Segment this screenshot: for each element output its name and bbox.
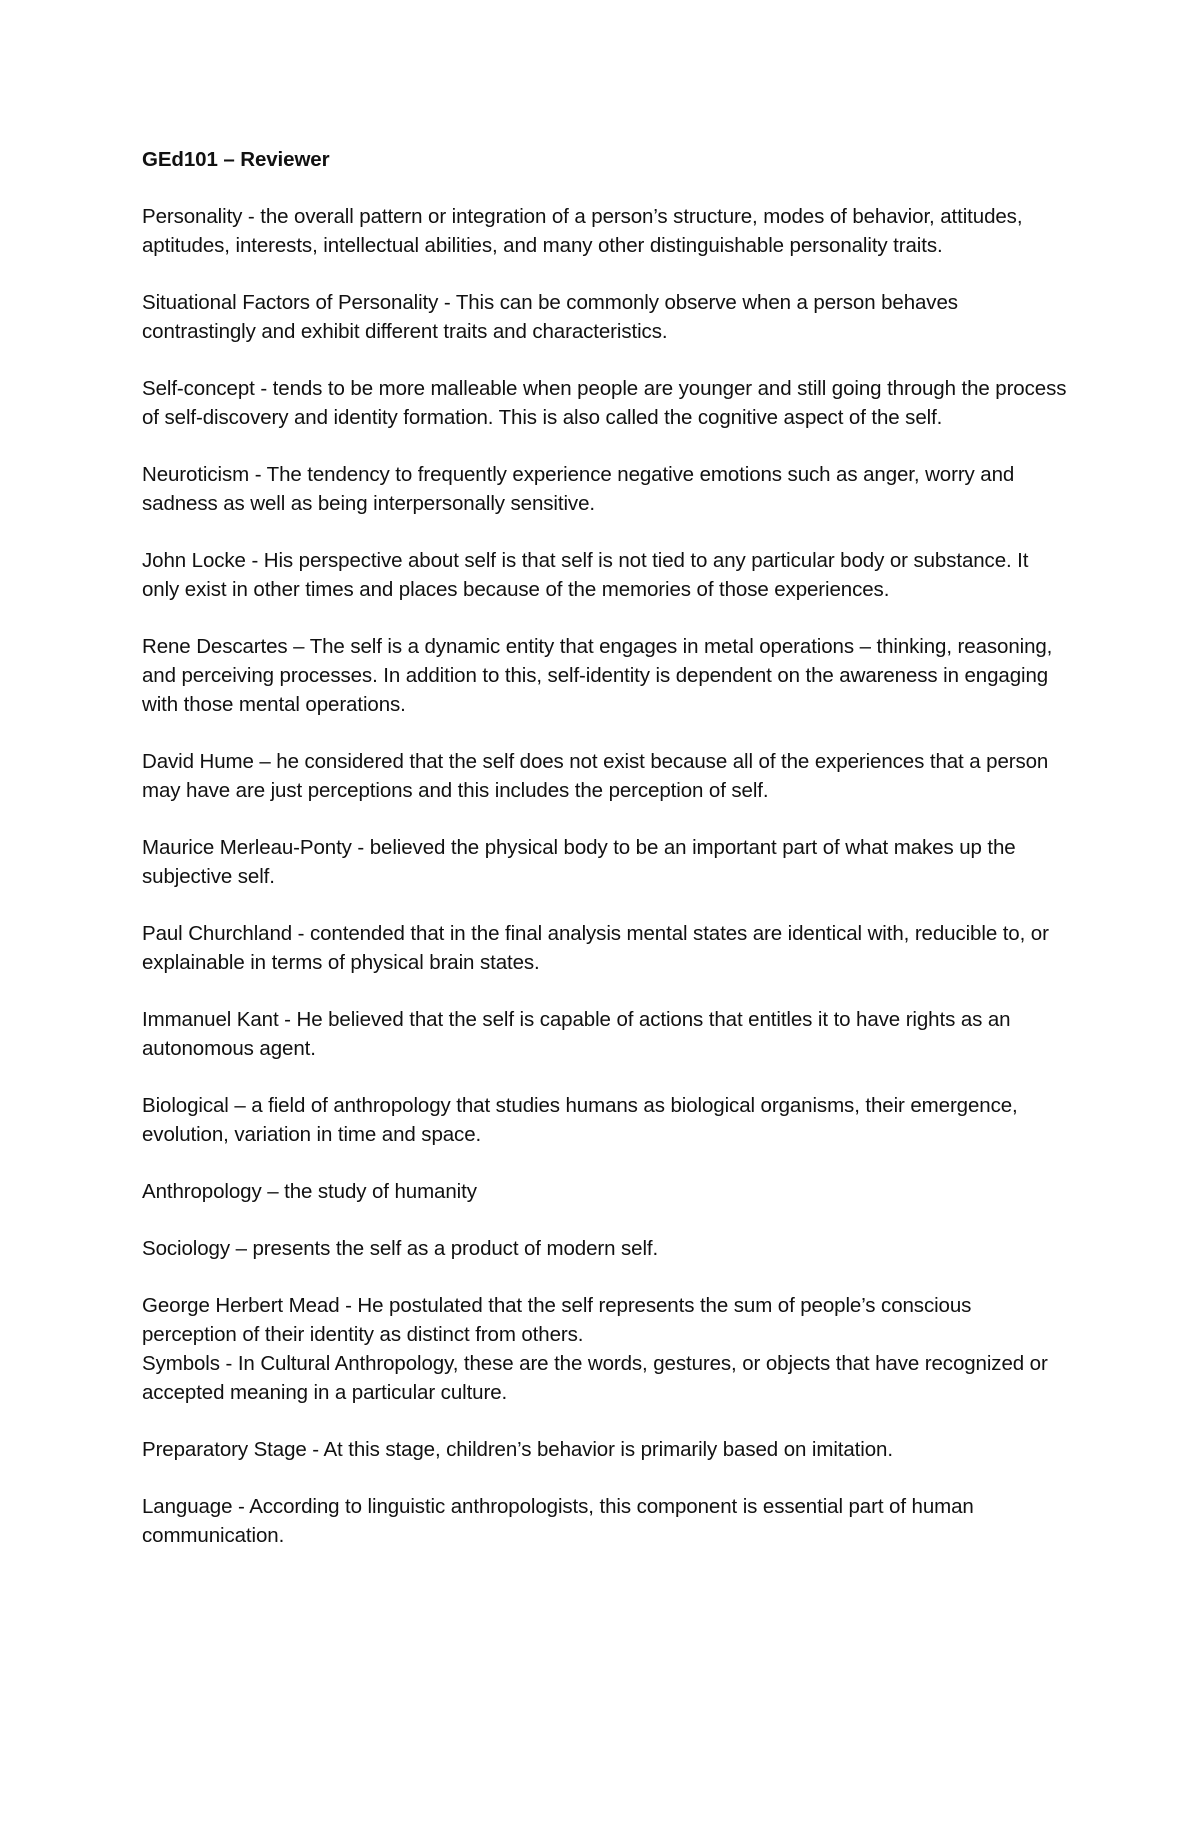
- paragraph-merleau-ponty: Maurice Merleau-Ponty - believed the physical body to be an important part of what makes up the subjective self.: [142, 836, 1016, 888]
- paragraph-situational-factors: Situational Factors of Personality - This can be commonly observe when a person behaves contrastingly and exhibit different traits and characteristics.: [142, 291, 958, 343]
- paragraph-john-locke: John Locke - His perspective about self is that self is not tied to any particular body or substance. It only exist in other times and places because of the memories of those experiences.: [142, 549, 1029, 601]
- document-body: [142, 145, 1067, 1578]
- paragraph-self-concept: Self-concept - tends to be more malleable when people are younger and still going through the process of self-discovery and identity formation. This is also called the cognitive aspect of the self.: [142, 377, 1067, 429]
- paragraph-david-hume: David Hume – he considered that the self does not exist because all of the experiences that a person may have are just perceptions and this includes the perception of self.: [142, 750, 1049, 802]
- paragraph-biological: Biological – a field of anthropology that studies humans as biological organisms, their emergence, evolution, variation in time and space.: [142, 1094, 1018, 1146]
- paragraph-anthropology: Anthropology – the study of humanity: [142, 1180, 477, 1203]
- paragraph-immanuel-kant: Immanuel Kant - He believed that the self is capable of actions that entitles it to have rights as an autonomous agent.: [142, 1008, 1011, 1060]
- paragraph-preparatory-stage: Preparatory Stage - At this stage, children’s behavior is primarily based on imitation.: [142, 1438, 893, 1461]
- paragraph-language: Language - According to linguistic anthropologists, this component is essential part of human communication.: [142, 1495, 974, 1547]
- paragraph-sociology: Sociology – presents the self as a product of modern self.: [142, 1237, 659, 1260]
- document-title: GEd101 – Reviewer: [142, 148, 330, 171]
- paragraph-rene-descartes: Rene Descartes – The self is a dynamic entity that engages in metal operations – thinking, reasoning, and perceiving processes. In addition to this, self-identity is dependent on the awareness in engaging with those mental operations.: [142, 635, 1053, 716]
- paragraph-george-herbert-mead: George Herbert Mead - He postulated that the self represents the sum of people’s conscious perception of their identity as distinct from others.: [142, 1294, 972, 1346]
- paragraph-personality: Personality - the overall pattern or integration of a person’s structure, modes of behavior, attitudes, aptitudes, interests, intellectual abilities, and many other distinguishable personality traits.: [142, 205, 1023, 257]
- paragraph-symbols: Symbols - In Cultural Anthropology, these are the words, gestures, or objects that have recognized or accepted meaning in a particular culture.: [142, 1352, 1048, 1404]
- paragraph-paul-churchland: Paul Churchland - contended that in the final analysis mental states are identical with, reducible to, or explainable in terms of physical brain states.: [142, 922, 1049, 974]
- paragraph-neuroticism: Neuroticism - The tendency to frequently experience negative emotions such as anger, worry and sadness as well as being interpersonally sensitive.: [142, 463, 1015, 515]
